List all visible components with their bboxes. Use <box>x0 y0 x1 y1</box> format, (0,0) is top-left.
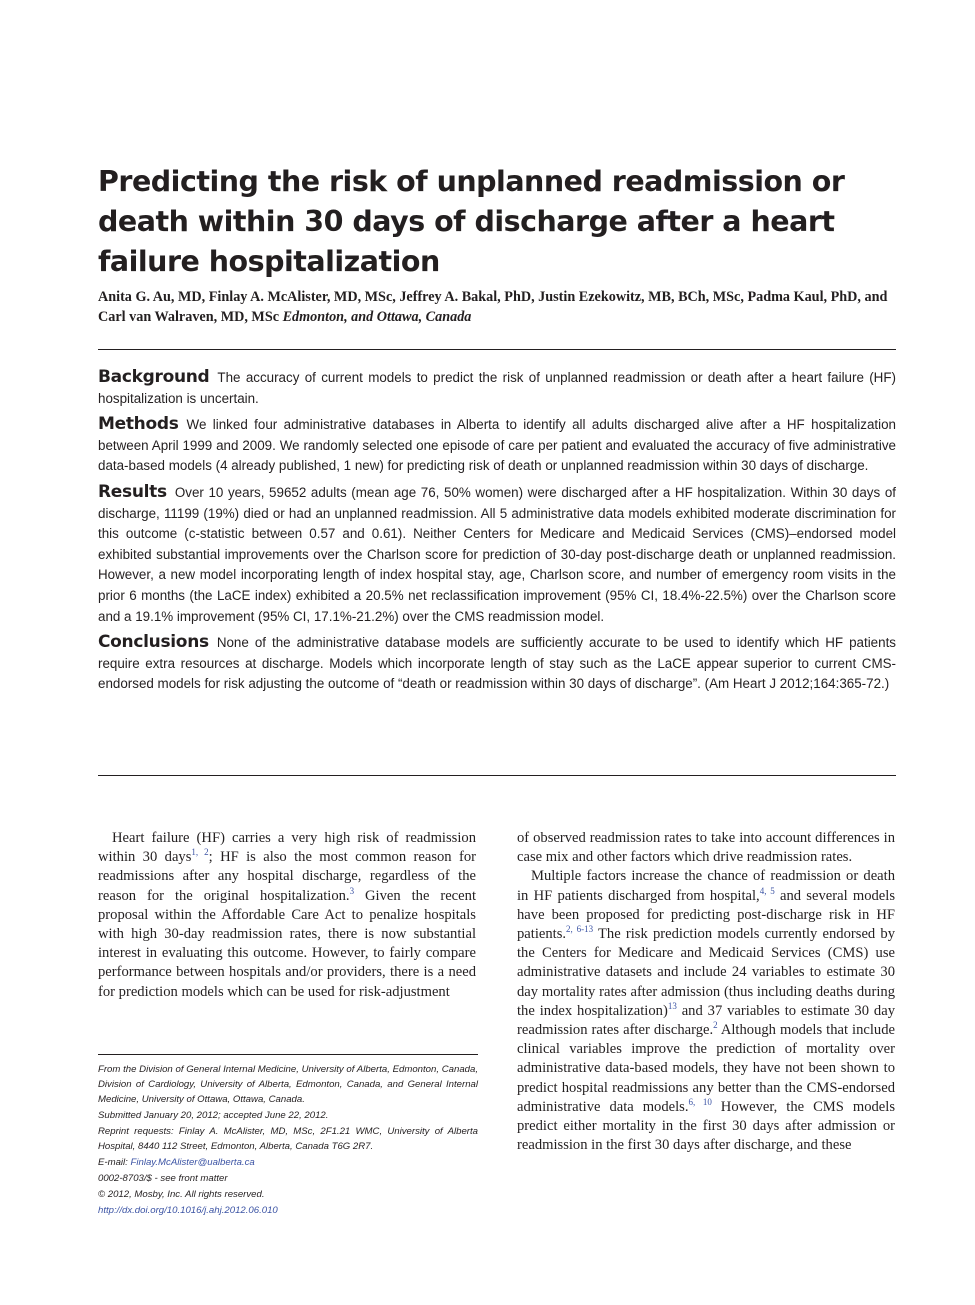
author-list <box>98 287 898 327</box>
background-text: The accuracy of current models to predict the risk of unplanned readmission or death after a heart failure (HF) hospitalization is uncertain. <box>98 370 896 406</box>
body-text: Heart failure (HF) carries a very high risk of readmission within 30 days <box>98 830 476 866</box>
abstract-conclusions <box>98 632 896 695</box>
footnote-email <box>98 1155 478 1170</box>
body-column-right <box>517 829 895 1155</box>
abstract-background <box>98 367 896 409</box>
article-title: Predicting the risk of unplanned readmission or death within 30 days of discharge after a heart failure hospitalization <box>98 165 845 278</box>
citation-link[interactable]: 4, 5 <box>759 885 775 896</box>
body-text: of observed readmission rates to take into account differences in case mix and other factors which drive readmission rates. <box>517 830 895 866</box>
footnote-rule <box>98 1054 478 1055</box>
body-text: ; HF is also the most common reason for readmissions after any hospital discharge, regardless of the reason for the original hospitalization. <box>98 849 476 904</box>
email-label: E-mail: <box>98 1157 131 1168</box>
methods-heading: Methods <box>98 414 179 435</box>
footnotes <box>98 1062 478 1219</box>
results-heading: Results <box>98 481 167 502</box>
body-paragraph <box>98 829 476 1002</box>
body-text: and 37 variables to estimate 30 day readmission rates after discharge. <box>517 1002 895 1039</box>
abstract <box>98 367 896 700</box>
body-text: The risk prediction models currently endorsed by the Centers for Medicare and Medicaid Services (CMS) use administrative datasets and include 24 variables to estimate 30 day mortality rates after admission (thus including deaths during the index hospitalization) <box>517 926 895 1019</box>
abstract-results <box>98 482 896 627</box>
doi-link[interactable]: http://dx.doi.org/10.1016/j.ahj.2012.06.010 <box>98 1205 278 1216</box>
body-text: Multiple factors increase the chance of readmission or death in HF patients discharged from hospital, <box>517 868 895 904</box>
results-text: Over 10 years, 59652 adults (mean age 76, 50% women) were discharged after a HF hospitalization. Within 30 days of discharge, 11199 (19%) died or had an unplanned readmission. All 5 administrative data models exhibited moderate discrimination for this outcome (c-statistic between 0.57 and 0.61). Neither Centers for Medicare and Medicaid Services (CMS)–endorsed model exhibited substantial improvements over the Charlson score for prediction of 30-day post-discharge death or unplanned readmission. However, a new model incorporating length of index hospital stay, age, Charlson score, and number of emergency room visits in the prior 6 months (the LaCE index) exhibited a 20.5% net reclassification improvement (95% CI, 18.4%-22.5%) over the Charlson score and a 19.1% improvement (95% CI, 17.1%-21.2%) over the CMS readmission model. <box>98 484 896 624</box>
body-text: Given the recent proposal within the Affordable Care Act to penalize hospitals with high 30-day readmission rates, there is now substantial interest in evaluating this outcome. However, to fairly compare performance between hospitals and/or providers, there is a need for prediction models which can be used for risk-adjustment <box>98 887 476 1000</box>
citation-link[interactable]: 13 <box>667 1000 677 1011</box>
citation-link[interactable]: 2 <box>713 1020 718 1031</box>
citation-link[interactable]: 3 <box>349 885 355 896</box>
body-text: However, the CMS models predict either mortality in the first 30 days after admission or readmission in the first 30 days after discharge, and these <box>517 1098 895 1154</box>
footnote-submitted: Submitted January 20, 2012; accepted June 22, 2012. <box>98 1110 329 1121</box>
citation-link[interactable]: 1, 2 <box>191 847 209 858</box>
body-text: and several models have been proposed for predicting post-discharge risk in HF patients. <box>517 887 896 943</box>
author-names: Anita G. Au, MD, Finlay A. McAlister, MD, MSc, Jeffrey A. Bakal, PhD, Justin Ezekowitz, MB, BCh, MSc, Padma Kaul, PhD, and Carl van Walraven, MD, MSc <box>98 289 888 325</box>
body-paragraph <box>517 829 895 867</box>
email-link[interactable]: Finlay.McAlister@ualberta.ca <box>130 1157 255 1168</box>
abstract-methods <box>98 414 896 477</box>
abstract-bottom-rule <box>98 775 896 776</box>
body-text: Although models that include clinical variables improve the prediction of mortality over administrative data-based models, they have not been shown to predict hospital readmissions any better than the CMS-endorsed administrative data models. <box>517 1022 895 1115</box>
conclusions-heading: Conclusions <box>98 632 209 653</box>
footnote-issn: 0002-8703/$ - see front matter <box>98 1173 228 1184</box>
methods-text: We linked four administrative databases in Alberta to identify all adults discharged alive after a HF hospitalization between April 1999 and 2009. We randomly selected one episode of care per patient and evaluated the accuracy of five administrative data-based models (4 already published, 1 new) for predicting risk of death or unplanned readmission within 30 days of discharge. <box>98 417 896 474</box>
footnote-reprint: Reprint requests: Finlay A. McAlister, MD, MSc, 2F1.21 WMC, University of Alberta Hospital, 8440 112 Street, Edmonton, Alberta, Canada T6G 2R7. <box>98 1126 478 1152</box>
conclusions-text: None of the administrative database models are sufficiently accurate to be used to identify which HF patients require extra resources at discharge. Models which incorporate length of stay such as the LaCE appear superior to current CMS-endorsed models for risk adjusting the outcome of “death or readmission within 30 days of discharge”. (Am Heart J 2012;164:365-72.) <box>98 635 896 692</box>
body-column-left <box>98 829 476 1002</box>
body-paragraph <box>517 867 895 1155</box>
background-heading: Background <box>98 367 210 387</box>
footnote-affiliation: From the Division of General Internal Medicine, University of Alberta, Edmonton, Canada, Division of Cardiology, University of Alberta, Edmonton, Canada, and General Internal Medicine, University of Ottawa, Ottawa, Canada. <box>98 1064 478 1105</box>
abstract-top-rule <box>98 349 896 350</box>
author-location: Edmonton, and Ottawa, Canada <box>282 309 472 325</box>
citation-link[interactable]: 6, 10 <box>688 1096 712 1107</box>
footnote-copyright: © 2012, Mosby, Inc. All rights reserved. <box>98 1189 265 1200</box>
citation-link[interactable]: 2, 6-13 <box>566 924 594 935</box>
